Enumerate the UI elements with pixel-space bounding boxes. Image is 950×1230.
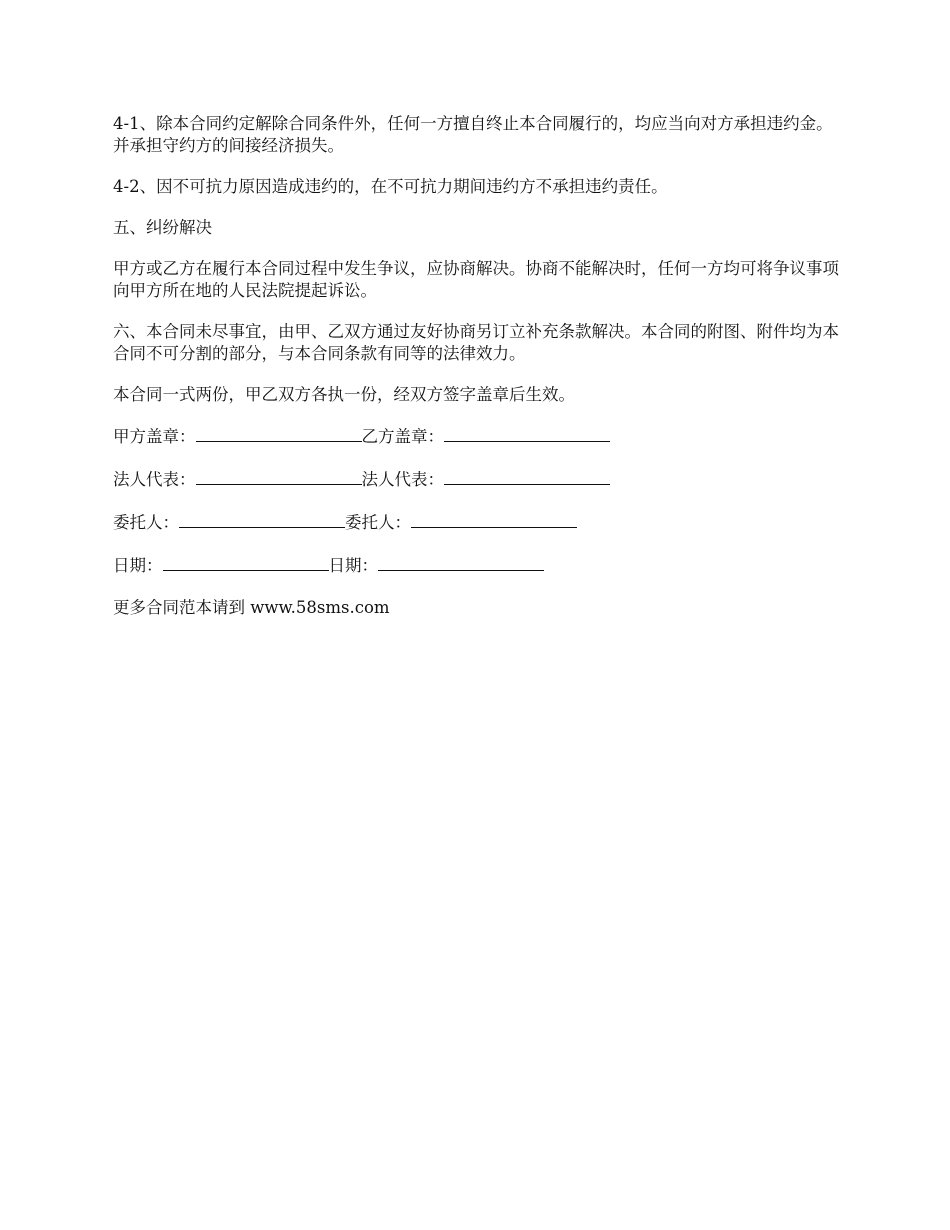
party-a-date-label: 日期： — [113, 556, 163, 575]
party-b-legal-rep-line — [444, 468, 610, 485]
clause-4-1: 4-1、除本合同约定解除合同条件外，任何一方擅自终止本合同履行的，均应当向对方承担违约金。并承担守约方的间接经济损失。 — [113, 114, 833, 155]
party-a-seal-line — [196, 425, 362, 442]
signature-row-date — [113, 554, 843, 577]
party-b-seal-line — [444, 425, 610, 442]
party-a-agent-line — [179, 511, 345, 528]
contract-page — [113, 113, 843, 638]
clause-six: 六、本合同未尽事宜，由甲、乙双方通过友好协商另订立补充条款解决。本合同的附图、附件均为本合同不可分割的部分，与本合同条款有同等的法律效力。 — [113, 322, 839, 363]
party-b-date-line — [378, 554, 544, 571]
party-a-legal-rep-label: 法人代表： — [113, 470, 196, 489]
party-a-seal-label: 甲方盖章： — [113, 427, 196, 446]
party-b-legal-rep-label: 法人代表： — [361, 470, 444, 489]
signature-row-legal-rep — [113, 468, 843, 491]
clause-4-2: 4-2、因不可抗力原因造成违约的，在不可抗力期间违约方不承担违约责任。 — [113, 177, 668, 196]
party-b-date-label: 日期： — [328, 556, 378, 575]
signature-row-seal — [113, 425, 843, 448]
copies-statement: 本合同一式两份，甲乙双方各执一份，经双方签字盖章后生效。 — [113, 385, 575, 404]
footer-link-text: 更多合同范本请到 www.58sms.com — [113, 598, 390, 617]
section-heading-dispute: 五、纠纷解决 — [113, 218, 212, 237]
party-a-date-line — [163, 554, 329, 571]
party-b-agent-label: 委托人： — [345, 513, 411, 532]
signature-row-agent — [113, 511, 843, 534]
dispute-resolution-text: 甲方或乙方在履行本合同过程中发生争议，应协商解决。协商不能解决时，任何一方均可将争议事项向甲方所在地的人民法院提起诉讼。 — [113, 259, 839, 300]
party-a-legal-rep-line — [196, 468, 362, 485]
party-b-agent-line — [411, 511, 577, 528]
party-a-agent-label: 委托人： — [113, 513, 179, 532]
party-b-seal-label: 乙方盖章： — [361, 427, 444, 446]
